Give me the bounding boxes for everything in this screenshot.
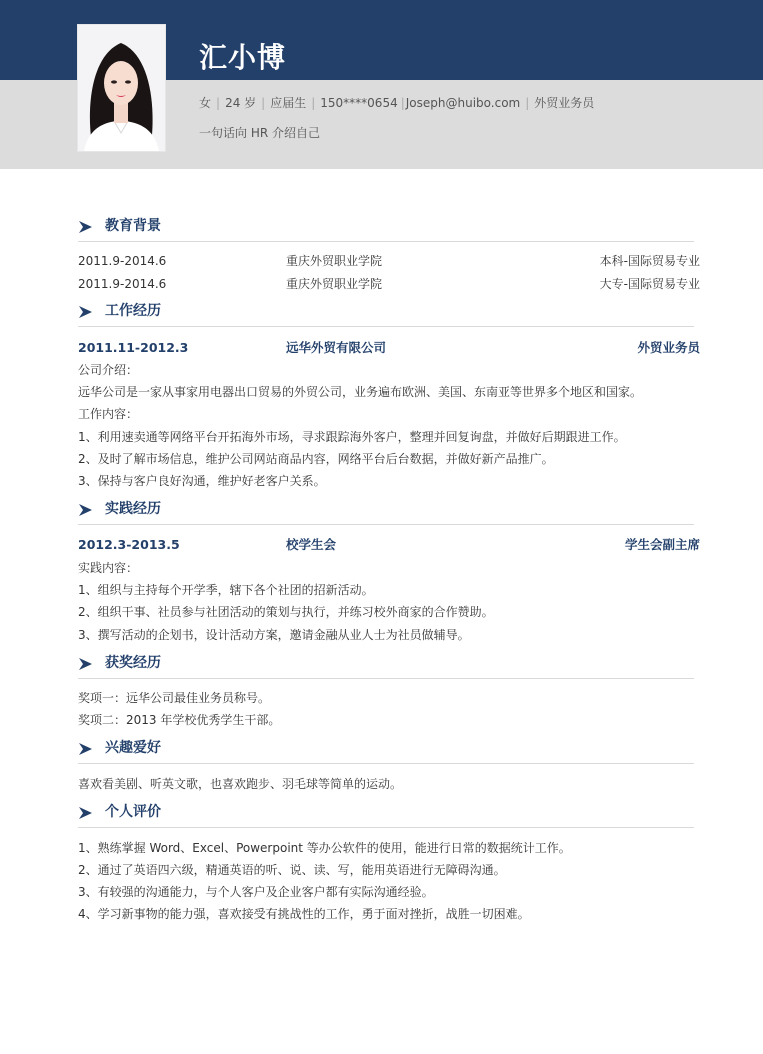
- education-row: [78, 252, 700, 270]
- evaluation-line: 4、学习新事物的能力强，喜欢接受有挑战性的工作，勇于面对挫折，战胜一切困难。: [78, 907, 530, 921]
- section-title: 获奖经历: [105, 655, 161, 671]
- section-title: 个人评价: [105, 804, 161, 820]
- edu-school: 重庆外贸职业学院: [286, 254, 383, 268]
- age: 24 岁: [225, 96, 257, 110]
- section-practice: [78, 498, 694, 525]
- section-self-evaluation: [78, 801, 694, 828]
- target-position: 外贸业务员: [534, 96, 595, 110]
- education-row: [78, 275, 700, 293]
- practice-line: 1、组织与主持每个开学季，辖下各个社团的招新活动。: [78, 583, 374, 597]
- evaluation-line: 3、有较强的沟通能力，与个人客户及企业客户都有实际沟通经验。: [78, 885, 434, 899]
- chevron-right-icon: [78, 656, 94, 672]
- work-company: 远华外贸有限公司: [286, 340, 387, 355]
- practice-line: 3、撰写活动的企划书，设计活动方案，邀请金融从业人士为社员做辅导。: [78, 628, 470, 642]
- section-title: 教育背景: [105, 218, 161, 234]
- practice-period: 2012.3-2013.5: [78, 537, 180, 552]
- work-header-row: [78, 339, 700, 357]
- section-hobbies: [78, 737, 694, 764]
- section-education: [78, 215, 694, 242]
- profile-photo: [77, 24, 166, 152]
- chevron-right-icon: [78, 805, 94, 821]
- section-title: 实践经历: [105, 501, 161, 517]
- work-role: 外贸业务员: [637, 340, 700, 355]
- chevron-right-icon: [78, 741, 94, 757]
- status: 应届生: [270, 96, 307, 110]
- evaluation-line: 1、熟练掌握 Word、Excel、Powerpoint 等办公软件的使用，能进行日常的数据统计工作。: [78, 841, 571, 855]
- evaluation-line: 2、通过了英语四六级，精通英语的听、说、读、写，能用英语进行无障碍沟通。: [78, 863, 506, 877]
- tagline: 一句话向 HR 介绍自己: [199, 126, 320, 140]
- award-line: 奖项二：2013 年学校优秀学生干部。: [78, 713, 281, 727]
- edu-period: 2011.9-2014.6: [78, 254, 167, 268]
- edu-major: 本科-国际贸易专业: [599, 254, 700, 268]
- practice-line: 2、组织干事、社员参与社团活动的策划与执行，并练习校外商家的合作赞助。: [78, 605, 494, 619]
- work-period: 2011.11-2012.3: [78, 340, 189, 355]
- hobby-line: 喜欢看美剧、听英文歌，也喜欢跑步、羽毛球等简单的运动。: [78, 777, 403, 791]
- chevron-right-icon: [78, 502, 94, 518]
- work-line: 公司介绍：: [78, 363, 139, 377]
- award-line: 奖项一：远华公司最佳业务员称号。: [78, 691, 271, 705]
- practice-line: 实践内容：: [78, 561, 139, 575]
- chevron-right-icon: [78, 304, 94, 320]
- contact-line: 女 | 24 岁 | 应届生 | 150****0654 |Joseph@huibo.com | 外贸业务员: [199, 96, 595, 110]
- work-line: 2、及时了解市场信息，维护公司网站商品内容，网络平台后台数据，并做好新产品推广。: [78, 452, 554, 466]
- edu-period: 2011.9-2014.6: [78, 277, 167, 291]
- section-work: [78, 300, 694, 327]
- phone: 150****0654: [320, 96, 398, 110]
- practice-role: 学生会副主席: [624, 537, 700, 552]
- section-title: 兴趣爱好: [105, 740, 161, 756]
- gender: 女: [199, 96, 212, 110]
- work-line: 1、利用速卖通等网络平台开拓海外市场，寻求跟踪海外客户，整理并回复询盘，并做好后期跟进工作。: [78, 430, 626, 444]
- work-line: 远华公司是一家从事家用电器出口贸易的外贸公司，业务遍布欧洲、美国、东南亚等世界多个地区和国家。: [78, 385, 643, 399]
- candidate-name: 汇小博: [199, 41, 287, 74]
- edu-major: 大专-国际贸易专业: [599, 277, 700, 291]
- work-line: 工作内容：: [78, 407, 139, 421]
- edu-school: 重庆外贸职业学院: [286, 277, 383, 291]
- chevron-right-icon: [78, 219, 94, 235]
- section-title: 工作经历: [105, 303, 161, 319]
- email[interactable]: Joseph@huibo.com: [405, 96, 521, 110]
- section-awards: [78, 652, 694, 679]
- practice-header-row: [78, 536, 700, 554]
- practice-org: 校学生会: [286, 537, 337, 552]
- work-line: 3、保持与客户良好沟通，维护好老客户关系。: [78, 474, 326, 488]
